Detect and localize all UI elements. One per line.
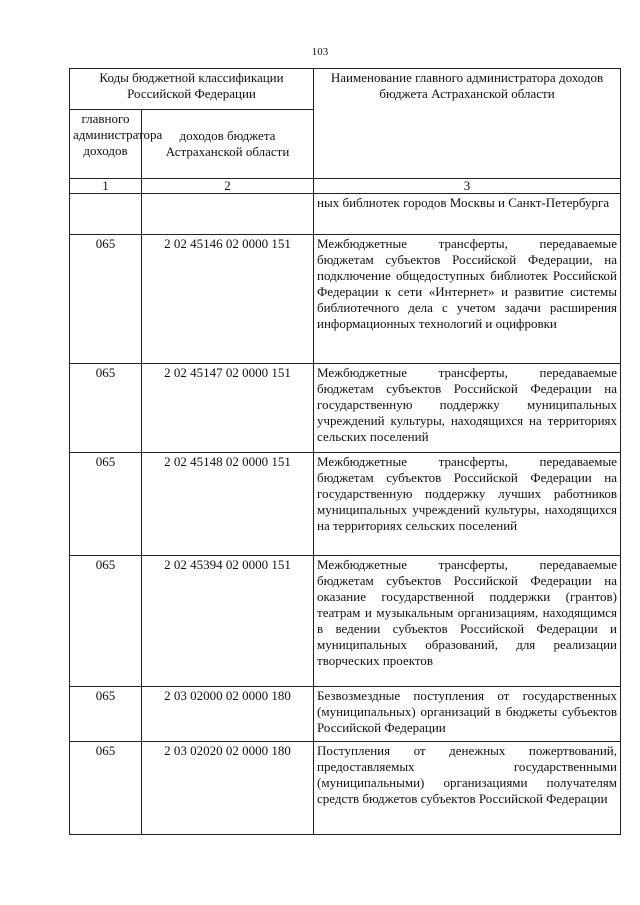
table-row: [70, 742, 621, 835]
admin-code-cell: [70, 194, 142, 235]
budget-code-cell: 2 02 45394 02 0000 151: [142, 556, 314, 687]
table-row: [70, 235, 621, 364]
budget-code-cell: 2 02 45146 02 0000 151: [142, 235, 314, 364]
table-row: [70, 556, 621, 687]
table-row: [70, 194, 621, 235]
name-cell: Безвозмездные поступления от государственных (муниципальных) организаций в бюджеты субъектов Российской Федерации: [314, 687, 621, 742]
admin-code-cell: 065: [70, 742, 142, 835]
admin-code-cell: 065: [70, 687, 142, 742]
column-numbers-row: [70, 179, 621, 194]
name-cell: Межбюджетные трансферты, передаваемые бюджетам субъектов Российской Федерации на оказание государственной поддержки (грантов) театрам и музыкальным организациям, находящимся в ведении субъектов Российской Федерации и муниципальных образований, для реализации творческих проектов: [314, 556, 621, 687]
budget-code-cell: [142, 194, 314, 235]
page-number: 103: [311, 46, 329, 58]
header-admin-column: главного администратора доходов: [70, 110, 142, 179]
column-number: 1: [70, 179, 142, 194]
admin-code-cell: 065: [70, 235, 142, 364]
header-name-column: Наименование главного администратора доходов бюджета Астраханской области: [314, 69, 621, 179]
admin-code-cell: 065: [70, 556, 142, 687]
name-cell: Поступления от денежных пожертвований, предоставляемых государственными (муниципальными) организациями получателям средств бюджетов субъектов Российской Федерации: [314, 742, 621, 835]
table-row: [70, 453, 621, 556]
name-cell: ных библиотек городов Москвы и Санкт-Петербурга: [314, 194, 621, 235]
header-income-column: доходов бюджета Астраханской области: [142, 110, 314, 179]
budget-code-cell: 2 03 02020 02 0000 180: [142, 742, 314, 835]
table-row: [70, 364, 621, 453]
budget-code-cell: 2 03 02000 02 0000 180: [142, 687, 314, 742]
table-row: [70, 687, 621, 742]
name-cell: Межбюджетные трансферты, передаваемые бюджетам субъектов Российской Федерации на государственную поддержку муниципальных учреждений культуры, находящихся на территориях сельских поселений: [314, 364, 621, 453]
admin-code-cell: 065: [70, 453, 142, 556]
name-cell: Межбюджетные трансферты, передаваемые бюджетам субъектов Российской Федерации, на подключение общедоступных библиотек Российской Федерации к сети «Интернет» и развитие системы библиотечного дела с учетом задачи расширения информационных технологий и оцифровки: [314, 235, 621, 364]
column-number: 3: [314, 179, 621, 194]
header-codes-group: Коды бюджетной классификации Российской Федерации: [70, 69, 314, 110]
budget-classification-table: [69, 68, 621, 835]
budget-code-cell: 2 02 45148 02 0000 151: [142, 453, 314, 556]
budget-code-cell: 2 02 45147 02 0000 151: [142, 364, 314, 453]
name-cell: Межбюджетные трансферты, передаваемые бюджетам субъектов Российской Федерации на государственную поддержку лучших работников муниципальных учреждений культуры, находящихся на территориях сельских поселений: [314, 453, 621, 556]
column-number: 2: [142, 179, 314, 194]
admin-code-cell: 065: [70, 364, 142, 453]
